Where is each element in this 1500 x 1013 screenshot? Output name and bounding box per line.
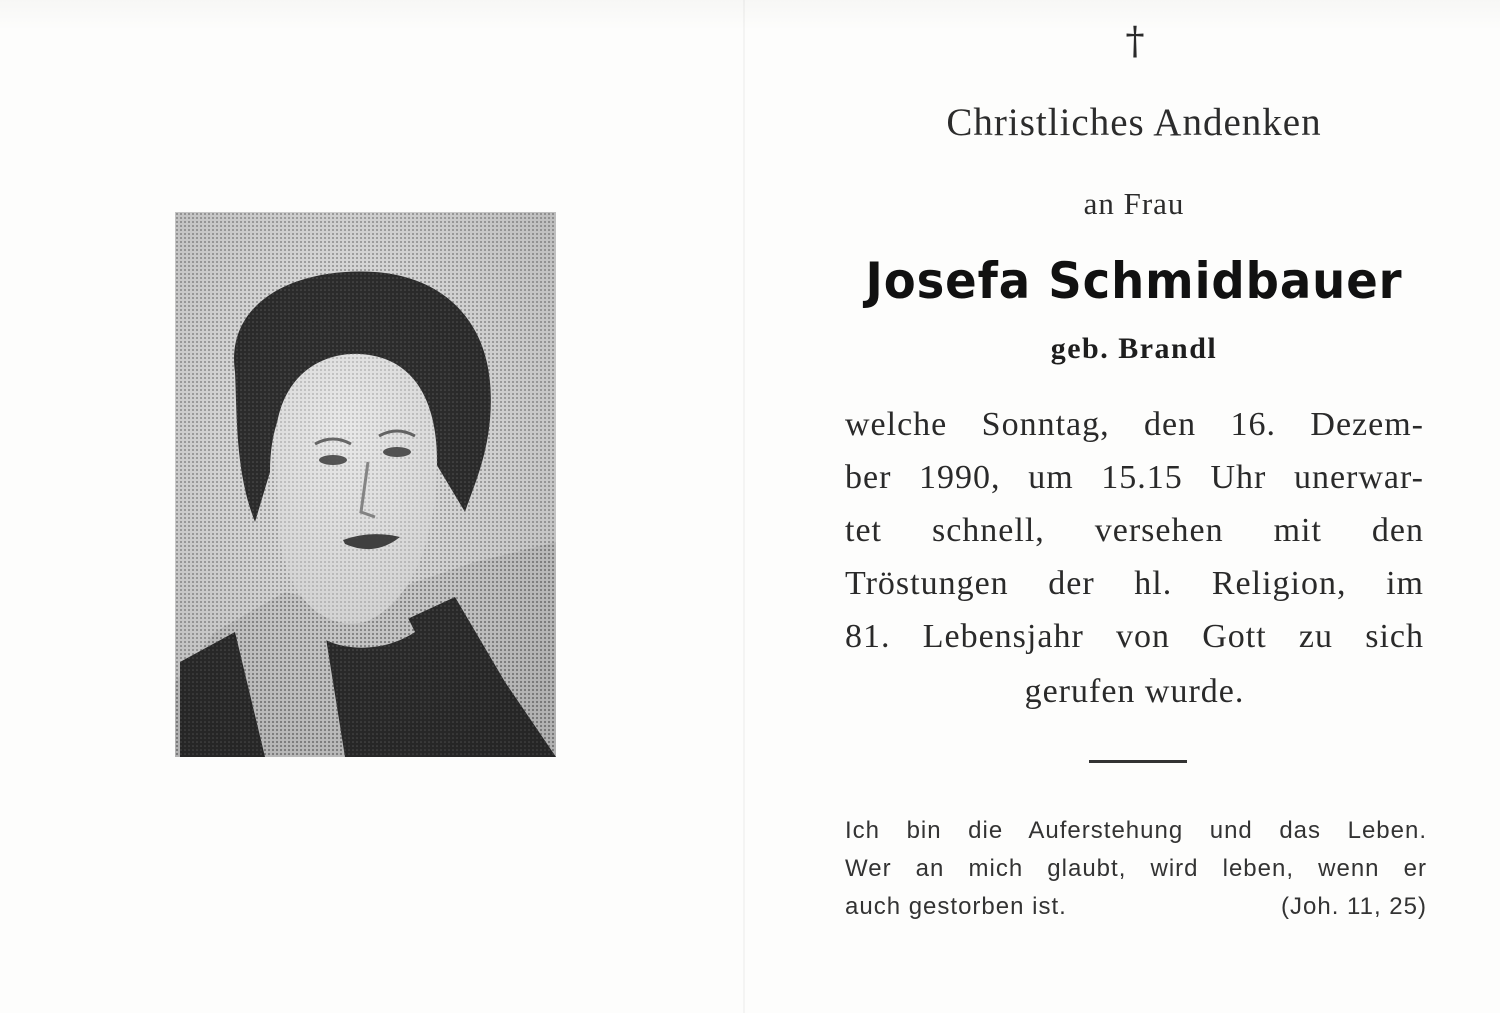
verse-line: Ich bin die Auferstehung und das Leben. xyxy=(845,817,1427,844)
card-top-edge xyxy=(0,0,1500,30)
card-fold xyxy=(743,0,745,1013)
portrait-photo xyxy=(175,212,556,757)
divider-rule xyxy=(1089,760,1187,763)
deceased-name: Josefa Schmidbauer xyxy=(865,252,1403,310)
body-line: 81. Lebensjahr von Gott zu sich xyxy=(845,618,1424,655)
cross-icon: † xyxy=(1125,19,1145,63)
portrait-illustration xyxy=(175,212,556,757)
card-subheading: an Frau xyxy=(1083,186,1185,221)
verse-line: auch gestorben ist. xyxy=(845,893,1067,920)
verse-reference: (Joh. 11, 25) xyxy=(1281,893,1427,920)
body-line: ber 1990, um 15.15 Uhr unerwar- xyxy=(845,459,1424,496)
body-line: Tröstungen der hl. Religion, im xyxy=(845,565,1424,602)
verse-line: Wer an mich glaubt, wird leben, wenn er xyxy=(845,855,1427,882)
body-line: welche Sonntag, den 16. Dezem- xyxy=(845,406,1424,443)
maiden-name: geb. Brandl xyxy=(1050,332,1218,365)
card-heading: Christliches Andenken xyxy=(946,101,1322,144)
body-line: tet schnell, versehen mit den xyxy=(845,512,1424,549)
body-line: gerufen wurde. xyxy=(1024,673,1245,710)
verse-last-line xyxy=(845,892,1427,922)
